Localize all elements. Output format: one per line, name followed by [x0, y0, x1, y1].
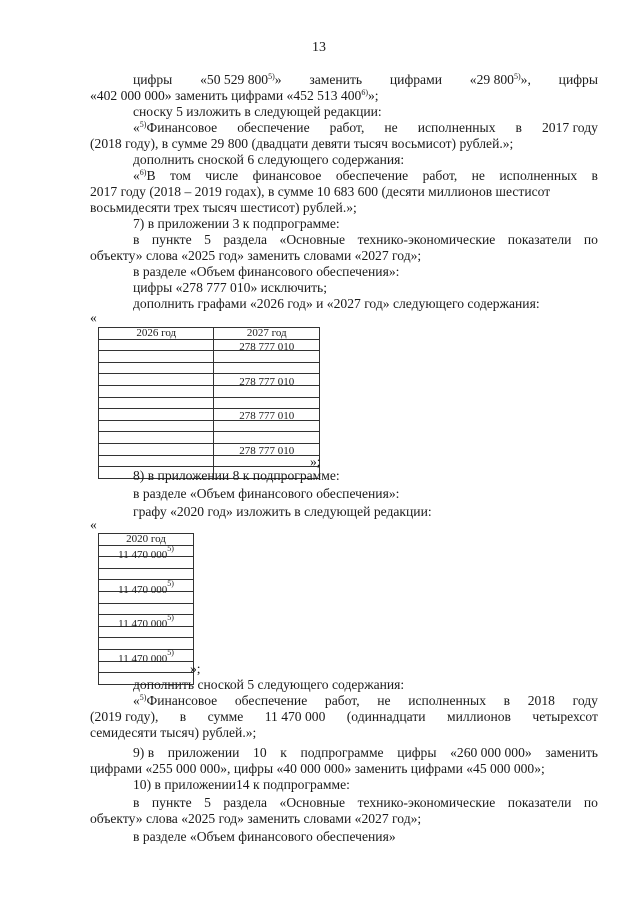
- word: миллионов: [446, 709, 511, 724]
- word: 5: [204, 795, 211, 810]
- word: (2019 году),: [90, 709, 159, 724]
- word: финансовое: [252, 168, 322, 183]
- table-header: 2026 год: [99, 328, 214, 340]
- paragraph-line: 10) в приложении14 к подпрограмме:: [133, 777, 350, 792]
- word: [133, 168, 156, 184]
- table-cell: [99, 568, 194, 580]
- paragraph-line: [133, 745, 598, 761]
- table-cell: 278 777 010: [214, 374, 320, 386]
- word: в: [591, 168, 598, 183]
- word: 11 470 000: [264, 709, 326, 724]
- word: 2017 году: [541, 120, 598, 135]
- paragraph-line: 7) в приложении 3 к подпрограмме:: [133, 216, 340, 231]
- paragraph-line: [90, 709, 598, 725]
- paragraph-line: семидесяти тысяч) рублей.»;: [90, 725, 257, 740]
- word: 2018: [527, 693, 555, 708]
- table-cell: [99, 443, 214, 455]
- paragraph-line: [133, 232, 598, 248]
- word: показатели: [507, 232, 572, 247]
- word: по: [583, 795, 598, 810]
- word: цифры: [133, 72, 173, 87]
- table-row: [99, 362, 320, 374]
- word: приложении: [167, 745, 240, 760]
- word: «260 000 000»: [450, 745, 532, 760]
- word: «29 800$^{5)}$»,: [469, 72, 531, 87]
- paragraph-line: [133, 120, 598, 136]
- word: в: [179, 709, 187, 724]
- word: Финансовое: [146, 693, 218, 708]
- word: исполненных: [499, 168, 578, 183]
- paragraph-line: объекту» слова «2025 год» заменить словами «2027 год»;: [90, 248, 422, 263]
- paragraph-line: (2018 году), в сумме 29 800 (двадцати девяти тысяч восьмисот) рублей.»;: [90, 136, 514, 151]
- word: подпрограмме: [300, 745, 384, 760]
- word: цифрами: [389, 72, 442, 87]
- paragraph-line: [133, 795, 598, 811]
- word: по: [583, 232, 598, 247]
- table-open-quote: «: [90, 310, 97, 325]
- table-cell: [214, 362, 320, 374]
- table-row: [99, 374, 320, 386]
- table-cell: 11 470 000$^{5)}$: [99, 615, 194, 627]
- table-cell: [99, 339, 214, 351]
- word: раздела: [223, 232, 268, 247]
- table-open-quote: «: [90, 517, 97, 532]
- quote-mark: «: [133, 168, 140, 183]
- word: В: [146, 168, 156, 183]
- word: «50 529 800$^{5)}$»: [200, 72, 282, 87]
- table-row: [99, 649, 194, 661]
- word: в: [503, 693, 511, 708]
- table-row: [99, 568, 194, 580]
- table-cell: 278 777 010: [214, 409, 320, 421]
- table-row: [99, 432, 320, 444]
- word: Финансовое: [146, 120, 218, 135]
- table-row: [99, 603, 194, 615]
- quote-mark: «: [133, 693, 140, 708]
- footnote-ref: 6): [139, 168, 147, 177]
- word: четырехсот: [532, 709, 598, 724]
- word: том: [169, 168, 191, 183]
- paragraph-line: графу «2020 год» изложить в следующей редакции:: [133, 504, 432, 519]
- word: числе: [205, 168, 239, 183]
- word: в: [515, 120, 522, 135]
- table-row: [99, 409, 320, 421]
- word: обеспечение: [335, 168, 409, 183]
- word: [133, 120, 217, 136]
- word: работ,: [329, 120, 365, 135]
- paragraph-line: [133, 693, 598, 709]
- table-cell: 278 777 010: [214, 339, 320, 351]
- table-header: 2027 год: [214, 328, 320, 340]
- word: в: [133, 232, 140, 247]
- table-cell: [99, 397, 214, 409]
- word: сумме: [207, 709, 244, 724]
- table-close-quote: »;: [190, 661, 201, 676]
- word: цифры: [558, 72, 598, 87]
- paragraph-line: в разделе «Объем финансового обеспечения»:: [133, 486, 400, 501]
- word: «Основные: [279, 232, 346, 247]
- table-cell: 278 777 010: [214, 443, 320, 455]
- word: обеспечение: [237, 120, 310, 135]
- table-cell: [99, 351, 214, 363]
- table-row: [99, 397, 320, 409]
- word: к: [280, 745, 287, 760]
- word: технико-экономические: [357, 232, 496, 247]
- word: показатели: [507, 795, 572, 810]
- paragraph-line: цифрами «255 000 000», цифры «40 000 000» заменить цифрами «45 000 000»;: [90, 761, 545, 776]
- table-header: 2020 год: [99, 534, 194, 546]
- table-cell: [99, 374, 214, 386]
- table-cell: [99, 455, 214, 467]
- word: работ,: [324, 693, 360, 708]
- word: работ,: [422, 168, 458, 183]
- word: цифры: [397, 745, 437, 760]
- table-cell: [99, 638, 194, 650]
- word: исполненных: [417, 120, 496, 135]
- table-cell: [99, 420, 214, 432]
- page-number: 13: [312, 40, 326, 55]
- word: технико-экономические: [357, 795, 496, 810]
- word: «Основные: [279, 795, 346, 810]
- table-row: [99, 339, 320, 351]
- paragraph-line: 8) в приложении 8 к подпрограмме:: [133, 468, 340, 483]
- paragraph-line: [133, 168, 598, 184]
- table-cell: [214, 397, 320, 409]
- table-cell: [99, 432, 214, 444]
- table-cell: [99, 385, 214, 397]
- paragraph-line: дополнить сноской 6 следующего содержания:: [133, 152, 405, 167]
- table-row: [99, 638, 194, 650]
- table-cell: 11 470 000$^{5)}$: [99, 580, 194, 592]
- word: не: [471, 168, 485, 183]
- table-2020: [98, 533, 194, 685]
- paragraph-line: дополнить графами «2026 год» и «2027 год» следующего содержания:: [133, 296, 540, 311]
- table-cell: [99, 603, 194, 615]
- footnote-ref: 5): [139, 120, 147, 129]
- word: пункте: [151, 232, 192, 247]
- word: году: [572, 693, 598, 708]
- word: 10: [253, 745, 267, 760]
- paragraph-line: в разделе «Объем финансового обеспечения»:: [133, 264, 400, 279]
- paragraph-line: «402 000 000» заменить цифрами «452 513 400$^{6)}$»;: [90, 88, 379, 103]
- paragraph-line: восьмидесяти трех тысяч шестисот) рублей.»;: [90, 200, 357, 215]
- paragraph-line: сноску 5 изложить в следующей редакции:: [133, 104, 382, 119]
- word: исполненных: [408, 693, 486, 708]
- word: обеспечение: [234, 693, 308, 708]
- table-cell: 11 470 000$^{5)}$: [99, 545, 194, 557]
- table-cell: 11 470 000$^{5)}$: [99, 649, 194, 661]
- paragraph-line: [133, 72, 598, 88]
- table-cell: [99, 409, 214, 421]
- word: 5: [204, 232, 211, 247]
- word: пункте: [151, 795, 192, 810]
- table-close-quote: »;: [310, 454, 321, 469]
- word: не: [377, 693, 391, 708]
- word: заменить: [545, 745, 598, 760]
- table-row: [99, 580, 194, 592]
- word: заменить: [309, 72, 363, 87]
- word: в: [133, 795, 140, 810]
- table-cell: [214, 432, 320, 444]
- paragraph-line: цифры «278 777 010» исключить;: [133, 280, 328, 295]
- table-row: [99, 615, 194, 627]
- table-cell: [99, 362, 214, 374]
- quote-mark: «: [133, 120, 140, 135]
- paragraph-line: дополнить сноской 5 следующего содержания:: [133, 677, 405, 692]
- footnote-ref: 5): [139, 693, 147, 702]
- paragraph-line: объекту» слова «2025 год» заменить словами «2027 год»;: [90, 811, 422, 826]
- word: раздела: [223, 795, 268, 810]
- table-row: [99, 545, 194, 557]
- paragraph-line: 2017 году (2018 – 2019 годах), в сумме 10 683 600 (десяти миллионов шестисот: [90, 184, 551, 199]
- word: [133, 693, 217, 709]
- paragraph-line: в разделе «Объем финансового обеспечения»: [133, 829, 396, 844]
- table-row: [99, 443, 320, 455]
- word: (одиннадцати: [346, 709, 426, 724]
- table-2026-2027: [98, 327, 320, 479]
- word: 9) в: [133, 745, 155, 760]
- word: не: [384, 120, 398, 135]
